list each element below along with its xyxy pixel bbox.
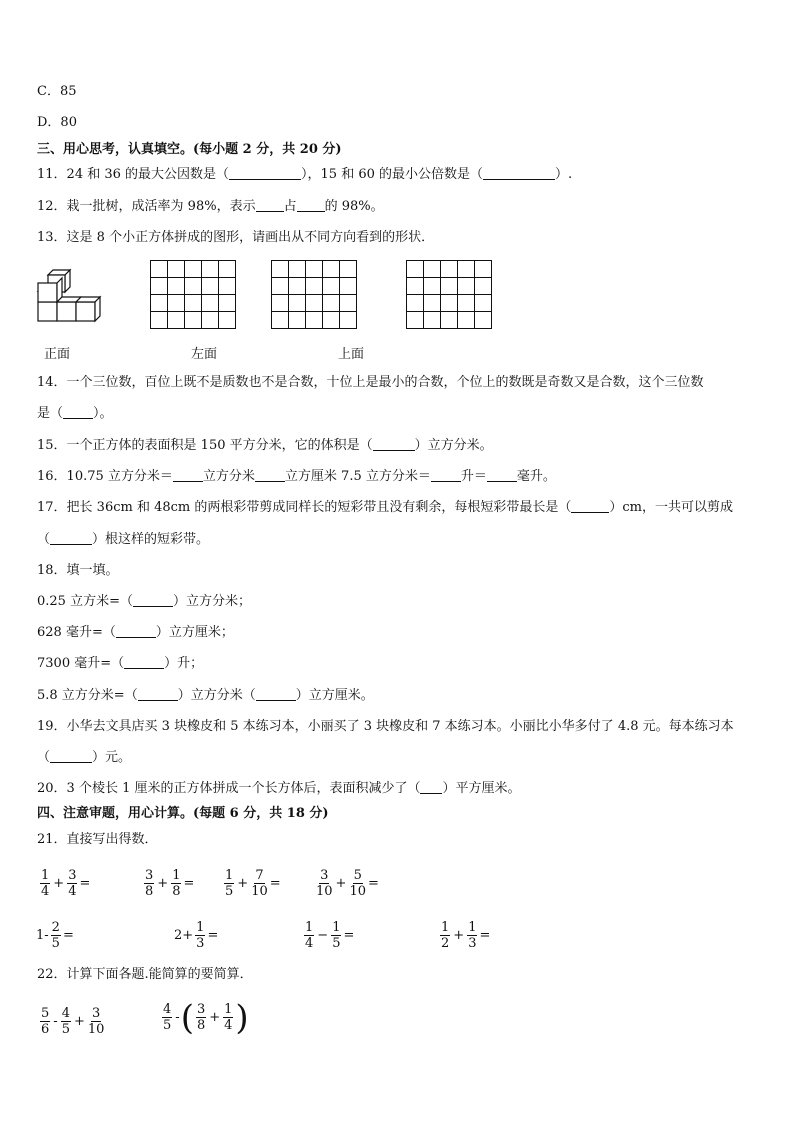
q21-expr-5: 1- $\frac{2}{5}$ = bbox=[36, 920, 74, 951]
question-14-line1: 14．一个三位数，百位上既不是质数也不是合数，十位上是最小的合数，个位上的数既是奇数又是合数，这个三位数 bbox=[37, 375, 704, 390]
answer-blank[interactable] bbox=[483, 167, 555, 180]
q21-expr-4: $\frac{3}{10}$ + $\frac{5}{10}$ = bbox=[316, 868, 379, 899]
question-19-line2 bbox=[37, 750, 131, 766]
answer-blank[interactable] bbox=[420, 781, 442, 794]
answer-blank[interactable] bbox=[63, 406, 93, 419]
caption-top: 上面 bbox=[338, 347, 365, 362]
answer-blank[interactable] bbox=[297, 199, 325, 212]
q18-r3-b: ）升； bbox=[164, 656, 204, 671]
caption-front: 正面 bbox=[44, 347, 71, 362]
q22-expr-1: $\frac{5}{6}$ - $\frac{4}{5}$ + $\frac{3}{10}$ bbox=[41, 1006, 105, 1037]
q18-r4-b: ）立方分米（ bbox=[177, 688, 256, 703]
q18-r2-b: ）立方厘米； bbox=[155, 625, 234, 640]
q15-text-a: 15．一个正方体的表面积是 150 平方分米，它的体积是（ bbox=[37, 438, 373, 453]
answer-blank[interactable] bbox=[373, 438, 415, 451]
q16-text-e: 毫升。 bbox=[516, 469, 556, 484]
question-21: 21．直接写出得数． bbox=[37, 832, 158, 847]
q17-text-a: 17．把长 36cm 和 48cm 的两根彩带剪成同样长的短彩带且没有剩余，每根短彩带最长是（ bbox=[37, 500, 572, 515]
option-d: D．80 bbox=[37, 115, 77, 130]
grid-top-view[interactable] bbox=[271, 260, 357, 329]
q20-text-a: 20．3 个棱长 1 厘米的正方体拼成一个长方体后，表面积减少了（ bbox=[37, 781, 421, 796]
answer-blank[interactable] bbox=[116, 625, 156, 638]
q16-text-d: 升＝ bbox=[460, 469, 487, 484]
q18-r3-a: 7300 毫升=（ bbox=[37, 656, 125, 671]
answer-blank[interactable] bbox=[124, 656, 164, 669]
answer-blank[interactable] bbox=[256, 199, 284, 212]
q18-r4-a: 5.8 立方分米=（ bbox=[37, 688, 138, 703]
q17-text-d: ）根这样的短彩带。 bbox=[92, 532, 210, 547]
answer-blank[interactable] bbox=[255, 469, 285, 482]
q14-text-b: ）。 bbox=[93, 406, 113, 421]
q18-row-3 bbox=[37, 656, 203, 672]
question-20 bbox=[37, 781, 521, 797]
question-17-line1 bbox=[37, 500, 733, 516]
answer-blank[interactable] bbox=[487, 469, 517, 482]
question-14-line2 bbox=[37, 406, 113, 422]
q18-row-1 bbox=[37, 594, 251, 610]
answer-blank[interactable] bbox=[173, 469, 203, 482]
q17-text-b: ）cm，一共可以剪成 bbox=[609, 500, 733, 515]
cube-figure bbox=[36, 265, 116, 325]
q18-r4-c: ）立方厘米。 bbox=[295, 688, 374, 703]
answer-blank[interactable] bbox=[138, 688, 178, 701]
q18-r1-a: 0.25 立方米=（ bbox=[37, 594, 133, 609]
q21-expr-3: $\frac{1}{5}$ + $\frac{7}{10}$ = bbox=[225, 868, 281, 899]
question-16 bbox=[37, 469, 556, 485]
q16-text-c: 立方厘米 7.5 立方分米＝ bbox=[284, 469, 431, 484]
q18-r2-a: 628 毫升=（ bbox=[37, 625, 116, 640]
answer-blank[interactable] bbox=[256, 688, 296, 701]
question-17-line2 bbox=[37, 532, 209, 548]
q16-text-a: 16．10.75 立方分米＝ bbox=[37, 469, 173, 484]
question-22: 22．计算下面各题.能简算的要简算． bbox=[37, 967, 253, 982]
q21-expr-8: $\frac{1}{2}$ + $\frac{1}{3}$ = bbox=[441, 920, 491, 951]
q21-expr-7: $\frac{1}{4}$ − $\frac{1}{5}$ = bbox=[305, 920, 355, 951]
answer-blank[interactable] bbox=[229, 167, 301, 180]
section-3-heading: 三、用心思考，认真填空。(每小题 2 分，共 20 分) bbox=[37, 142, 342, 157]
q19-text-a: （ bbox=[37, 750, 51, 765]
q12-text-c: 的 98%。 bbox=[324, 199, 384, 214]
answer-blank[interactable] bbox=[571, 500, 609, 513]
caption-left: 左面 bbox=[191, 347, 218, 362]
answer-blank[interactable] bbox=[133, 594, 173, 607]
question-15 bbox=[37, 438, 493, 454]
q21-expr-6: 2+ $\frac{1}{3}$ = bbox=[174, 920, 219, 951]
question-18: 18．填一填。 bbox=[37, 563, 119, 578]
q14-text-a: 是（ bbox=[37, 406, 64, 421]
q21-expr-2: $\frac{3}{8}$ + $\frac{1}{8}$ = bbox=[145, 868, 195, 899]
grid-left-view[interactable] bbox=[150, 260, 236, 329]
q15-text-b: ）立方分米。 bbox=[414, 438, 493, 453]
q18-r1-b: ）立方分米； bbox=[172, 594, 251, 609]
q11-text-a: 11．24 和 36 的最大公因数是（ bbox=[37, 167, 230, 182]
answer-blank[interactable] bbox=[431, 469, 461, 482]
section-4-heading: 四、注意审题，用心计算。(每题 6 分，共 18 分) bbox=[37, 806, 329, 821]
q19-text-b: ）元。 bbox=[92, 750, 132, 765]
question-19-line1: 19．小华去文具店买 3 块橡皮和 5 本练习本，小丽买了 3 块橡皮和 7 本练习本。小丽比小华多付了 4.8 元。每本练习本 bbox=[37, 719, 734, 734]
q20-text-b: ）平方厘米。 bbox=[442, 781, 521, 796]
q18-row-2 bbox=[37, 625, 234, 641]
grid-extra-view[interactable] bbox=[406, 260, 492, 329]
question-13: 13．这是 8 个小正方体拼成的图形，请画出从不同方向看到的形状． bbox=[37, 230, 435, 245]
q17-text-c: （ bbox=[37, 532, 51, 547]
question-12 bbox=[37, 199, 384, 215]
question-11 bbox=[37, 167, 572, 183]
q11-text-c: ）. bbox=[555, 167, 573, 182]
q22-expr-2: $\frac{4}{5}$ - ( $\frac{3}{8}$ + $\frac{1}{4}$ ) bbox=[163, 997, 249, 1038]
q18-row-4 bbox=[37, 688, 374, 704]
q12-text-b: 占 bbox=[283, 199, 297, 214]
q16-text-b: 立方分米 bbox=[202, 469, 255, 484]
q11-text-b: ），15 和 60 的最小公倍数是（ bbox=[301, 167, 484, 182]
option-c: C．85 bbox=[37, 84, 77, 99]
answer-blank[interactable] bbox=[50, 532, 92, 545]
answer-blank[interactable] bbox=[50, 750, 92, 763]
q12-text-a: 12．栽一批树，成活率为 98%，表示 bbox=[37, 199, 256, 214]
q21-expr-1: $\frac{1}{4}$ + $\frac{3}{4}$ = bbox=[41, 868, 91, 899]
